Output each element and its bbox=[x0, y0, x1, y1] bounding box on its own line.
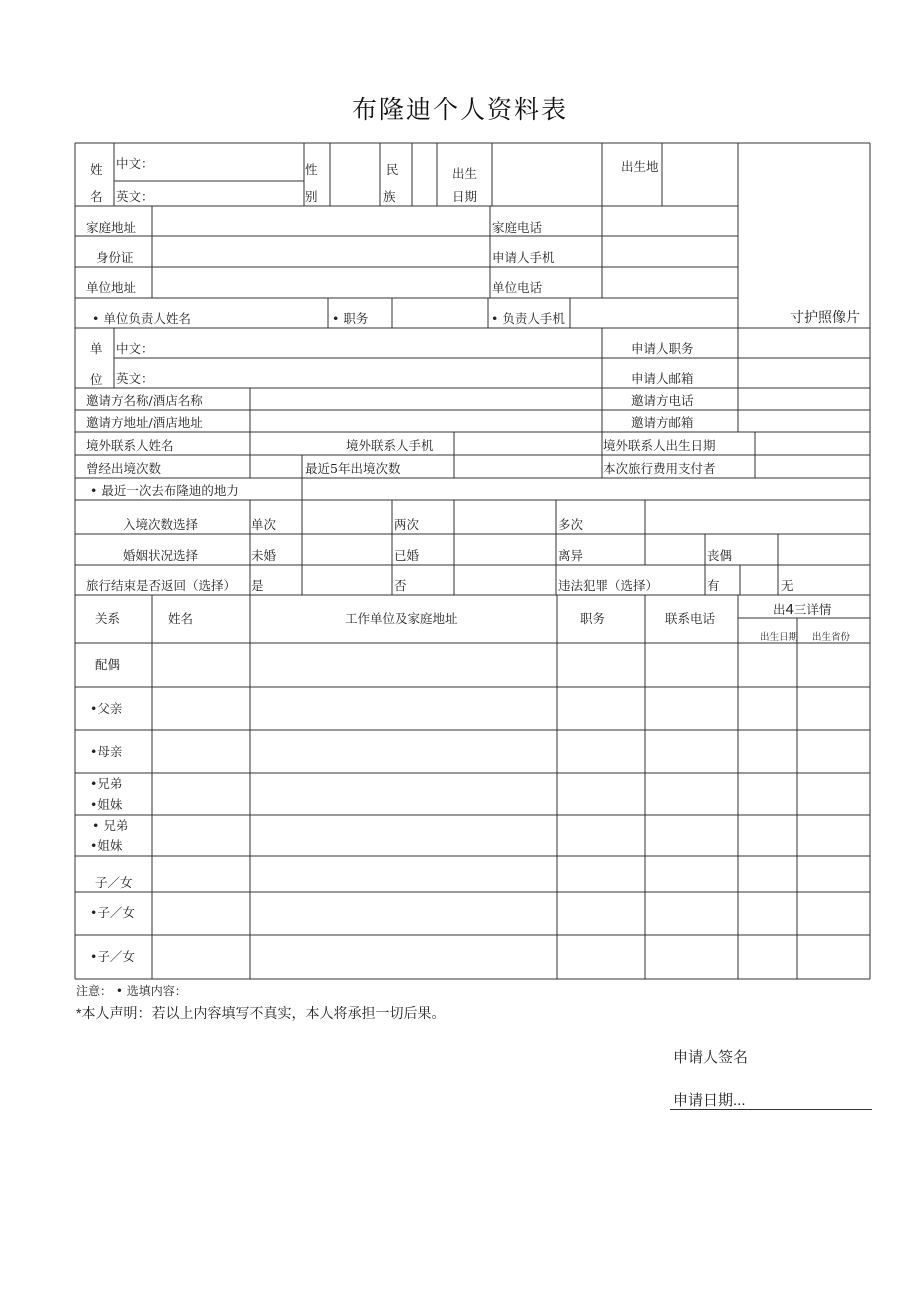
family-row-sibling-2-b: •姐妹 bbox=[90, 838, 123, 853]
ethnic-label-top: 民 bbox=[386, 162, 399, 177]
name-label-top: 姓 bbox=[90, 162, 103, 177]
birthplace-label: 出生地 bbox=[621, 159, 659, 174]
id-card-label: 身份证 bbox=[96, 250, 134, 265]
family-row-mother: •母亲 bbox=[90, 744, 123, 759]
marital-widowed-option[interactable]: 丧偶 bbox=[707, 548, 733, 563]
home-phone-label: 家庭电话 bbox=[492, 220, 543, 235]
family-header-birth-date: 出生日期 bbox=[760, 632, 799, 643]
ethnic-label-bottom: 族 bbox=[383, 189, 396, 204]
birth-label-bottom: 日期 bbox=[452, 189, 478, 204]
family-row-spouse: 配偶 bbox=[95, 657, 121, 672]
family-header-phone: 联系电话 bbox=[665, 611, 716, 626]
family-row-child-1: 子／女 bbox=[95, 875, 133, 890]
family-header-position: 职务 bbox=[580, 611, 606, 626]
applicant-email-label: 申请人邮箱 bbox=[631, 371, 694, 386]
unit-label-top: 单 bbox=[90, 341, 103, 356]
name-chinese-label: 中文： bbox=[116, 156, 154, 171]
name-label-bottom: 名 bbox=[90, 189, 103, 204]
family-row-child-2: •子／女 bbox=[90, 905, 135, 920]
applicant-mobile-label: 申请人手机 bbox=[492, 250, 555, 265]
applicant-signature-label: 申请人签名 bbox=[673, 1049, 749, 1066]
crime-no-option[interactable]: 无 bbox=[781, 578, 794, 593]
family-header-birth-group: 出4三详情 bbox=[773, 601, 832, 618]
marital-single-option[interactable]: 未婚 bbox=[251, 548, 277, 563]
leader-mobile-label: • 负责人手机 bbox=[491, 311, 565, 326]
work-phone-label: 单位电话 bbox=[492, 280, 543, 295]
family-header-relation: 关系 bbox=[95, 611, 121, 626]
family-row-sibling-1-a: •兄弟 bbox=[90, 776, 123, 791]
marital-divorced-option[interactable]: 离异 bbox=[558, 548, 584, 563]
form-title: 布隆迪个人资料表 bbox=[351, 95, 568, 124]
name-english-label: 英文： bbox=[116, 189, 154, 204]
inviter-email-label: 邀请方邮箱 bbox=[631, 415, 694, 430]
overseas-contact-birth-label: 境外联系人出生日期 bbox=[603, 438, 716, 453]
entry-label: 入境次数选择 bbox=[123, 517, 199, 532]
marital-married-option[interactable]: 已婚 bbox=[394, 548, 420, 563]
unit-chinese-label: 中文： bbox=[116, 341, 154, 356]
family-header-name: 姓名 bbox=[168, 611, 194, 626]
home-address-label: 家庭地址 bbox=[86, 220, 137, 235]
unit-label-bottom: 位 bbox=[90, 372, 103, 387]
entry-single-option[interactable]: 单次 bbox=[251, 517, 277, 532]
family-row-sibling-1-b: •姐妹 bbox=[90, 797, 123, 812]
return-yes-option[interactable]: 是 bbox=[251, 578, 264, 593]
exits-5yr-label: 最近5年出境次数 bbox=[305, 461, 401, 476]
overseas-contact-mobile-label: 境外联系人手机 bbox=[346, 438, 434, 453]
family-row-child-3: •子／女 bbox=[90, 949, 135, 964]
leader-name-label: • 单位负责人姓名 bbox=[92, 311, 191, 326]
payer-label: 本次旅行费用支付者 bbox=[603, 461, 716, 476]
sex-label-top: 性 bbox=[305, 162, 318, 177]
birth-label-top: 出生 bbox=[452, 166, 478, 181]
family-header-birth-province: 出生省份 bbox=[812, 632, 851, 643]
overseas-contact-name-label: 境外联系人姓名 bbox=[86, 438, 174, 453]
inviter-name-label: 邀请方名称/酒店名称 bbox=[86, 393, 203, 408]
form-note: 注意： • 选填内容： bbox=[76, 984, 187, 998]
applicant-position-label: 申请人职务 bbox=[631, 341, 694, 356]
entry-double-option[interactable]: 两次 bbox=[394, 517, 420, 532]
crime-label: 违法犯罪（选择） bbox=[558, 578, 659, 593]
sex-label-bottom: 别 bbox=[305, 189, 318, 204]
past-exits-label: 曾经出境次数 bbox=[86, 461, 162, 476]
entry-multiple-option[interactable]: 多次 bbox=[558, 517, 584, 532]
work-address-label: 单位地址 bbox=[86, 280, 137, 295]
family-row-sibling-2-a: • 兄弟 bbox=[92, 818, 129, 833]
family-row-father: •父亲 bbox=[90, 701, 123, 716]
last-visit-label: • 最近一次去布隆迪的地力 bbox=[90, 483, 239, 498]
inviter-phone-label: 邀请方电话 bbox=[631, 393, 694, 408]
family-header-work-address: 工作单位及家庭地址 bbox=[345, 611, 458, 626]
declaration-text: *本人声明：若以上内容填写不真实，本人将承担一切后果。 bbox=[76, 1005, 446, 1021]
inviter-address-label: 邀请方地址/酒店地址 bbox=[86, 415, 203, 430]
crime-yes-option[interactable]: 有 bbox=[707, 578, 720, 593]
passport-photo-label: 寸护照像片 bbox=[790, 309, 860, 325]
unit-english-label: 英文： bbox=[116, 371, 154, 386]
return-label: 旅行结束是否返回（选择） bbox=[86, 578, 237, 593]
signature-line bbox=[670, 1109, 872, 1110]
application-date-label: 申请日期... bbox=[673, 1092, 746, 1109]
marital-label: 婚姻状况选择 bbox=[123, 548, 199, 563]
position-label: • 职务 bbox=[332, 311, 369, 326]
return-no-option[interactable]: 否 bbox=[394, 578, 407, 593]
